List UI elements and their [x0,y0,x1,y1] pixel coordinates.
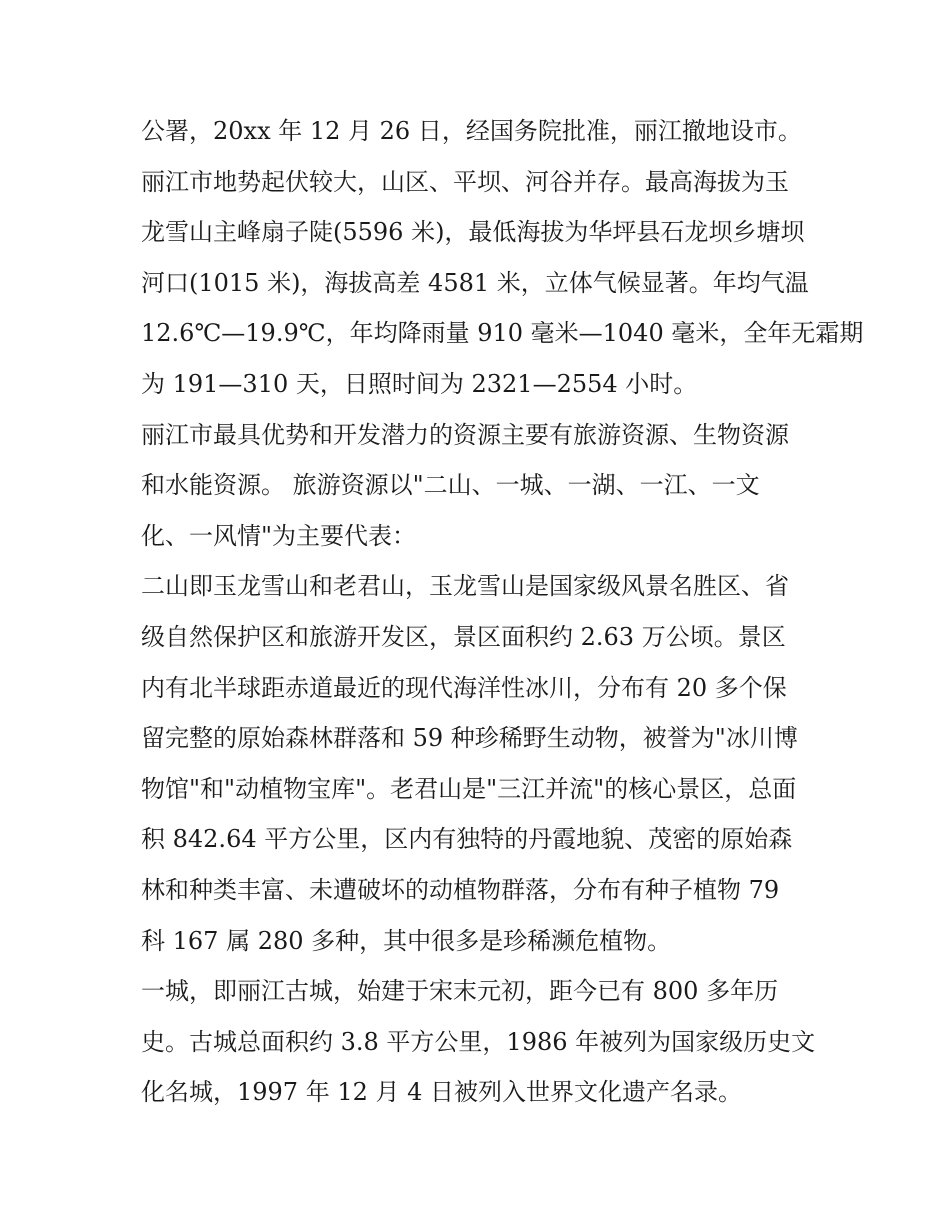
text-line: 为 191—310 天，日照时间为 2321—2554 小时。 [141,369,698,398]
text-line: 12.6℃—19.9℃，年均降雨量 910 毫米—1040 毫米，全年无霜期 [141,319,864,348]
text-line: 河口(1015 米)，海拔高差 4581 米，立体气候显著。年均气温 [141,268,809,297]
text-line: 史。古城总面积约 3.8 平方公里，1986 年被列为国家级历史文 [141,1027,816,1056]
text-line: 一城，即丽江古城，始建于宋末元初，距今已有 800 多年历 [141,977,779,1006]
text-line: 化、一风情"为主要代表： [141,521,417,550]
text-line: 内有北半球距赤道最近的现代海洋性冰川，分布有 20 多个保 [141,673,787,702]
document-body [141,106,864,1118]
text-line: 二山即玉龙雪山和老君山，玉龙雪山是国家级风景名胜区、省 [141,572,789,601]
text-line: 林和种类丰富、未遭破坏的动植物群落，分布有种子植物 79 [141,875,780,904]
text-line: 丽江市地势起伏较大，山区、平坝、河谷并存。最高海拔为玉 [141,167,789,196]
text-line: 级自然保护区和旅游开发区，景区面积约 2.63 万公顷。景区 [141,622,786,651]
text-line: 和水能资源。 旅游资源以"二山、一城、一湖、一江、一文 [141,471,760,500]
text-line: 公署，20xx 年 12 月 26 日，经国务院批准，丽江撤地设市。 [141,117,802,145]
text-line: 化名城，1997 年 12 月 4 日被列入世界文化遗产名录。 [141,1078,743,1107]
text-line: 丽江市最具优势和开发潜力的资源主要有旅游资源、生物资源 [141,420,789,449]
text-line: 科 167 属 280 多种，其中很多是珍稀濒危植物。 [141,926,672,955]
text-line: 龙雪山主峰扇子陡(5596 米)，最低海拔为华坪县石龙坝乡塘坝 [141,218,805,247]
text-line: 积 842.64 平方公里，区内有独特的丹霞地貌、茂密的原始森 [141,825,793,854]
text-line: 物馆"和"动植物宝库"。老君山是"三江并流"的核心景区，总面 [141,774,797,803]
text-line: 留完整的原始森林群落和 59 种珍稀野生动物，被誉为"冰川博 [141,724,798,753]
